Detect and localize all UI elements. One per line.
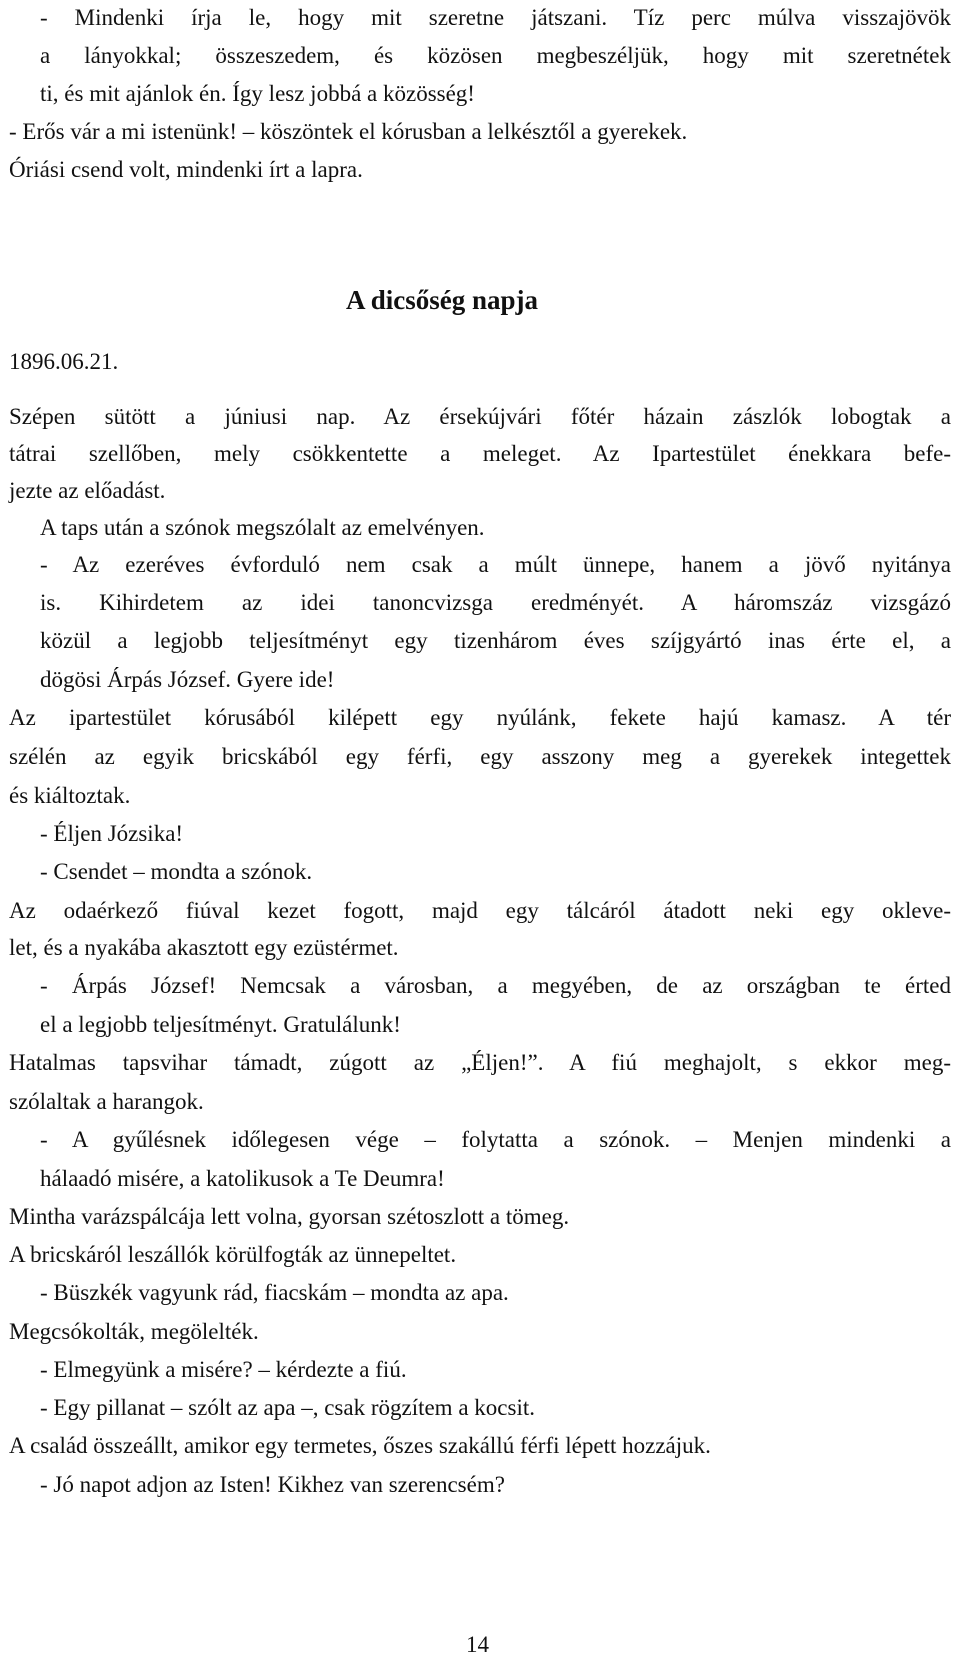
text-line: dögösi Árpás József. Gyere ide! <box>40 667 335 692</box>
text-line: - Elmegyünk a misére? – kérdezte a fiú. <box>40 1357 407 1382</box>
text-line: Az odaérkező fiúval kezet fogott, majd egy tálcáról átadott neki egy okleve- <box>9 898 951 923</box>
page-number: 14 <box>466 1632 489 1657</box>
text-line: let, és a nyakába akasztott egy ezüstérmet. <box>9 935 399 960</box>
text-line: - A gyűlésnek időlegesen vége – folytatta a szónok. – Menjen mindenki a <box>40 1127 951 1152</box>
text-line: szélén az egyik bricskából egy férfi, egy asszony meg a gyerekek integettek <box>9 744 951 769</box>
text-line: - Egy pillanat – szólt az apa –, csak rögzítem a kocsit. <box>40 1395 535 1420</box>
text-line: szólaltak a harangok. <box>9 1089 204 1114</box>
text-line: - Erős vár a mi istenünk! – köszöntek el kórusban a lelkésztől a gyerekek. <box>9 119 688 144</box>
text-line: Az ipartestület kórusából kilépett egy nyúlánk, fekete hajú kamasz. A tér <box>9 705 951 730</box>
text-line: - Jó napot adjon az Isten! Kikhez van szerencsém? <box>40 1472 505 1497</box>
text-line: A bricskáról leszállók körülfogták az ünnepeltet. <box>9 1242 457 1267</box>
text-line: A család összeállt, amikor egy termetes, őszes szakállú férfi lépett hozzájuk. <box>9 1433 711 1458</box>
text-line: ti, és mit ajánlok én. Így lesz jobbá a közösség! <box>40 81 475 106</box>
chapter-title: A dicsőség napja <box>346 285 539 315</box>
text-line: Óriási csend volt, mindenki írt a lapra. <box>9 157 363 182</box>
text-line: Mintha varázspálcája lett volna, gyorsan szétoszlott a tömeg. <box>9 1204 570 1229</box>
text-line: Hatalmas tapsvihar támadt, zúgott az „Éljen!”. A fiú meghajolt, s ekkor meg- <box>9 1050 951 1075</box>
text-line: közül a legjobb teljesítményt egy tizenhárom éves szíjgyártó inas érte el, a <box>40 628 951 653</box>
chapter-date: 1896.06.21. <box>9 349 119 374</box>
text-line: - Mindenki írja le, hogy mit szeretne játszani. Tíz perc múlva visszajövök <box>40 5 951 30</box>
text-line: a lányokkal; összeszedem, és közösen megbeszéljük, hogy mit szeretnétek <box>40 43 951 68</box>
text-line: tátrai szellőben, mely csökkentette a meleget. Az Ipartestület énekkara befe- <box>9 441 951 466</box>
text-line: is. Kihirdetem az idei tanoncvizsga eredményét. A háromszáz vizsgázó <box>40 590 951 615</box>
text-line: el a legjobb teljesítményt. Gratulálunk! <box>40 1012 401 1037</box>
text-line: - Csendet – mondta a szónok. <box>40 859 313 884</box>
text-line: Megcsókolták, megölelték. <box>9 1319 259 1344</box>
text-line: A taps után a szónok megszólalt az emelvényen. <box>40 515 485 540</box>
text-line: - Büszkék vagyunk rád, fiacskám – mondta az apa. <box>40 1280 509 1305</box>
text-line: - Éljen Józsika! <box>40 821 184 846</box>
text-line: jezte az előadást. <box>9 478 166 503</box>
text-line: - Az ezeréves évforduló nem csak a múlt ünnepe, hanem a jövő nyitánya <box>40 552 951 577</box>
text-line: hálaadó misére, a katolikusok a Te Deumra! <box>40 1166 445 1191</box>
text-line: - Árpás József! Nemcsak a városban, a megyében, de az országban te érted <box>40 973 951 998</box>
text-line: és kiáltoztak. <box>9 783 131 808</box>
text-line: Szépen sütött a júniusi nap. Az érsekújvári főtér házain zászlók lobogtak a <box>9 404 951 429</box>
